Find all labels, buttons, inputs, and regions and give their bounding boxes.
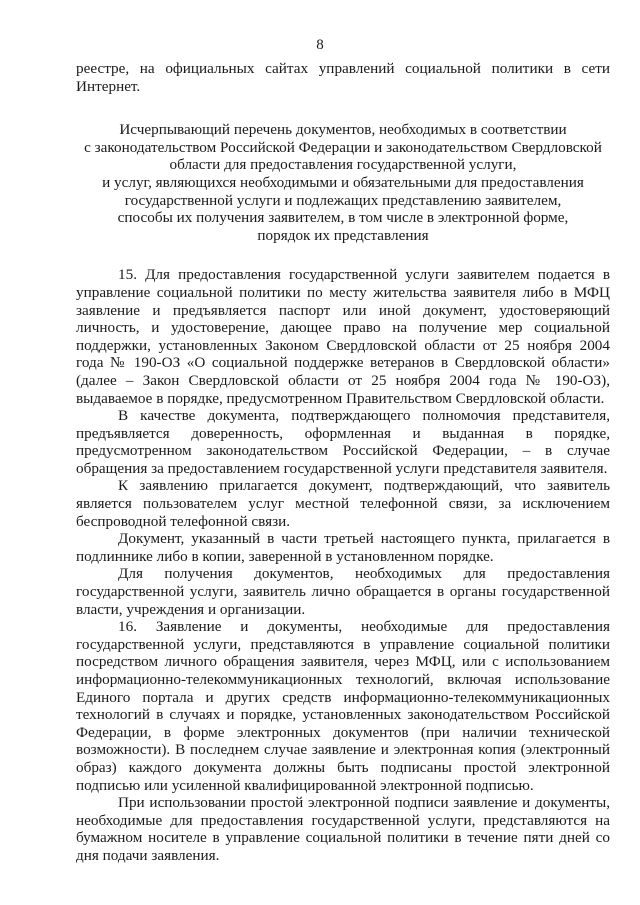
page-number: 8 — [316, 37, 324, 53]
paragraph-15: 15. Для предоставления государственной услуги заявителем подается в управление социальной политики по месту жительства заявителя либо в МФЦ заявление и предъявляется паспорт или иной документ, удостоверяющий личность, и удостоверение, дающее право на получение мер социальной поддержки, установленных Законом Свердловской области от 25 ноября 2004 года № 190-ОЗ «О социальной поддержке ветеранов в Свердловской области» (далее – Закон Свердловской области от 25 ноября 2004 года № 190-ОЗ), выдаваемое в порядке, предусмотренном Правительством Свердловской области. — [76, 266, 610, 407]
paragraph-16: 16. Заявление и документы, необходимые для предоставления государственной услуги, представляются в управление социальной политики посредством личного обращения заявителя, через МФЦ, или с использованием информационно-телекоммуникационных технологий, включая использование Единого портала и других средств информационно-телекоммуникационных технологий в случаях и порядке, установленных законодательством Российской Федерации, в форме электронных документов (при наличии технической возможности). В последнем случае заявление и электронная копия (электронный образ) каждого документа должны быть подписаны простой электронной подписью или усиленной квалифицированной электронной подписью. — [76, 618, 610, 794]
heading-line: области для предоставления государственной услуги, — [169, 156, 517, 174]
heading-line: с законодательством Российской Федерации и законодательством Свердловской — [84, 138, 602, 156]
paragraph-simple-signature: При использовании простой электронной подписи заявление и документы, необходимые для предоставления государственной услуги, представляются на бумажном носителе в управление социальной политики в течение пяти дней со дня подачи заявления. — [76, 794, 610, 864]
intro-paragraph: реестре, на официальных сайтах управлений социальной политики в сети Интернет. — [76, 60, 610, 95]
heading-line: Исчерпывающий перечень документов, необходимых в соответствии — [119, 121, 567, 139]
heading-line: и услуг, являющихся необходимыми и обязательными для предоставления — [102, 173, 584, 191]
heading-line: способы их получения заявителем, в том числе в электронной форме, — [117, 209, 569, 227]
paragraph-original-copy: Документ, указанный в части третьей настоящего пункта, прилагается в подлиннике либо в копии, заверенной в установленном порядке. — [76, 530, 610, 565]
paragraph-representative: В качестве документа, подтверждающего полномочия представителя, предъявляется доверенность, оформленная и выданная в порядке, предусмотренном законодательством Российской Федерации, – в случае обращения за предоставлением государственной услуги представителя заявителя. — [76, 407, 610, 477]
section-heading — [76, 121, 610, 244]
heading-line: порядок их представления — [257, 226, 429, 244]
document-body — [76, 60, 610, 865]
heading-line: государственной услуги и подлежащих представлению заявителем, — [124, 191, 562, 209]
paragraph-attachment: К заявлению прилагается документ, подтверждающий, что заявитель является пользователем услуг местной телефонной связи, за исключением беспроводной телефонной связи. — [76, 477, 610, 530]
paragraph-obtaining-documents: Для получения документов, необходимых для предоставления государственной услуги, заявитель лично обращается в органы государственной власти, учреждения и организации. — [76, 565, 610, 618]
